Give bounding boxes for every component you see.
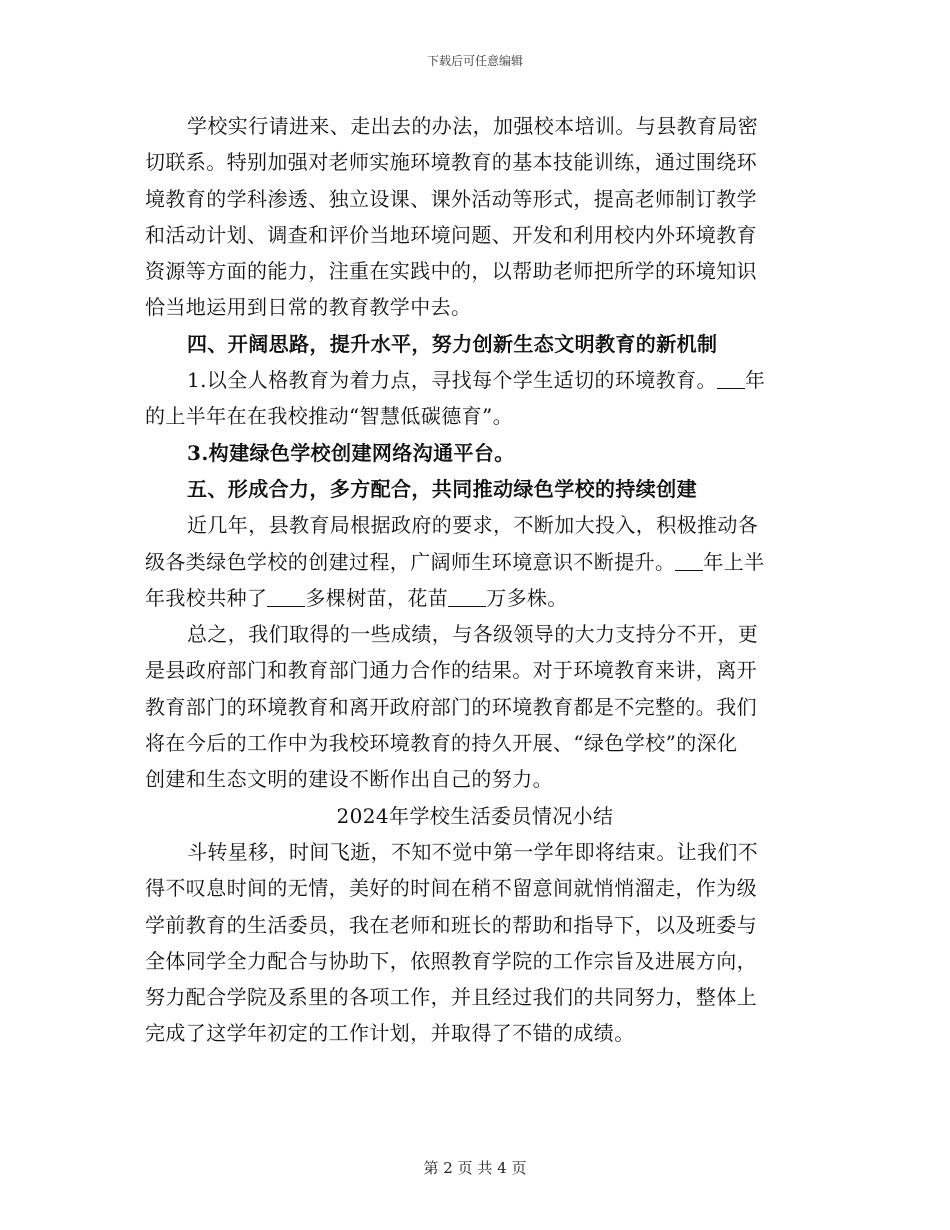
paragraph-line: 总之，我们取得的一些成绩，与各级领导的大力支持分不开，更: [187, 622, 759, 647]
paragraph-line: 切联系。特别加强对老师实施环境教育的基本技能训练，通过围绕环: [145, 150, 757, 175]
list-item-1: [145, 362, 805, 398]
paragraph-line: 全体同学全力配合与协助下，依照教育学院的工作宗旨及进展方向，: [145, 948, 757, 973]
section-heading-5: 五、形成合力，多方配合，共同推动绿色学校的持续创建: [187, 476, 697, 501]
paragraph-line: 创建和生态文明的建设不断作出自己的努力。: [145, 767, 553, 792]
paragraph-line: 将在今后的工作中为我校环境教育的持久开展、“绿色学校”的深化: [145, 731, 738, 756]
paragraph-text: 级各类绿色学校的创建过程，广阔师生环境意识不断提升。: [145, 549, 676, 574]
paragraph-line: 斗转星移，时间飞逝，不知不觉中第一学年即将结束。让我们不: [187, 839, 759, 864]
paragraph-line: [145, 544, 805, 580]
page-header: 下载后可任意编辑: [426, 54, 523, 68]
fill-in-blank: [448, 588, 486, 607]
paragraph-line: 资源等方面的能力，注重在实践中的，以帮助老师把所学的环境知识: [145, 259, 757, 284]
paragraph-text: 万多株。: [486, 585, 568, 610]
fill-in-blank: [717, 370, 745, 389]
document-body: [145, 108, 805, 1052]
list-item-3: 3.构建绿色学校创建网络沟通平台。: [187, 440, 515, 465]
paragraph-line: 境教育的学科渗透、独立设课、课外活动等形式，提高老师制订教学: [145, 186, 757, 211]
paragraph-line: 近几年，县教育局根据政府的要求，不断加大投入，积极推动各: [187, 513, 759, 538]
list-item-text: 年: [744, 368, 766, 393]
paragraph-text: 多棵树苗，花苗: [305, 585, 449, 610]
paragraph-text: 年我校共种了: [145, 585, 268, 610]
paragraph-line: 和活动计划、调查和评价当地环境问题、开发和利用校内外环境教育: [145, 222, 757, 247]
paragraph-line: 恰当地运用到日常的教育教学中去。: [145, 295, 472, 320]
paragraph-line: [145, 580, 805, 616]
paragraph-line: 教育部门的环境教育和离开政府部门的环境教育都是不完整的。我们: [145, 694, 757, 719]
paragraph-line: 完成了这学年初定的工作计划，并取得了不错的成绩。: [145, 1021, 635, 1046]
paragraph-line: 得不叹息时间的无情，美好的时间在稍不留意间就悄悄溜走，作为级: [145, 876, 757, 901]
paragraph-text: 年上半: [703, 549, 765, 574]
section-heading-4: 四、开阔思路，提升水平，努力创新生态文明教育的新机制: [187, 331, 718, 356]
section-title: 2024年学校生活委员情况小结: [336, 803, 614, 828]
list-item-1-cont: 的上半年在在我校推动“智慧低碳德育”。: [145, 404, 514, 429]
paragraph-line: 努力配合学院及系里的各项工作，并且经过我们的共同努力，整体上: [145, 985, 757, 1010]
paragraph-line: 学前教育的生活委员，我在老师和班长的帮助和指导下，以及班委与: [145, 912, 757, 937]
fill-in-blank: [675, 552, 703, 571]
list-item-text: 1.以全人格教育为着力点，寻找每个学生适切的环境教育。: [187, 368, 717, 393]
page-number-footer: 第 2 页 共 4 页: [423, 1159, 527, 1177]
paragraph-line: 学校实行请进来、走出去的办法，加强校本培训。与县教育局密: [187, 114, 759, 138]
fill-in-blank: [267, 588, 305, 607]
paragraph-line: 是县政府部门和教育部门通力合作的结果。对于环境教育来讲，离开: [145, 658, 757, 683]
